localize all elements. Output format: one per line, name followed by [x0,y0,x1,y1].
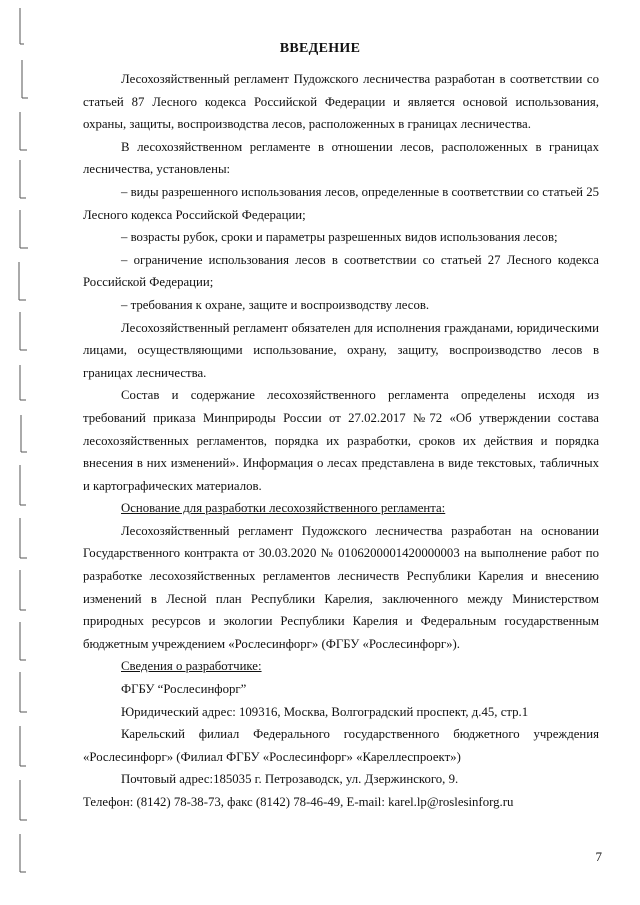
list-item-restrictions: – ограничение использования лесов в соответствии со статьей 27 Лесного кодекса Российской Федерации; [83,252,599,290]
paragraph-mandatory: Лесохозяйственный регламент обязателен для исполнения гражданами, юридическими лицами, осуществляющими использование, охрану, защиту, воспроизводство лесов в границах лесничества. [83,320,599,380]
basis-heading-text: Основание для разработки лесохозяйственного регламента: [121,501,446,516]
branch-name: Карельский филиал Федерального государственного бюджетного учреждения «Рослесинфорг» (Филиал ФГБУ «Рослесинфорг» «Кареллеспроект») [83,727,599,764]
page-number: 7 [595,849,602,864]
developer-heading-text: Сведения о разработчике: [121,659,262,674]
list-item-use-types: – виды разрешенного использования лесов, определенные в соответствии со статьей 25 Лесного кодекса Российской Федерации; [83,184,599,222]
developer-heading [83,655,599,678]
paragraph-established: В лесохозяйственном регламенте в отношении лесов, расположенных в границах лесничества, установлены: [83,139,599,177]
legal-address: Юридический адрес: 109316, Москва, Волгоградский проспект, д.45, стр.1 [121,704,529,719]
list-item-protection: – требования к охране, защите и воспроизводству лесов. [121,297,430,312]
paragraph-intro: Лесохозяйственный регламент Пудожского лесничества разработан в соответствии со статьей 87 Лесного кодекса Российской Федерации и является основой использования, охраны, защиты, воспроизводства лесов, расположенных в границах лесничества. [83,72,599,132]
paragraph-composition: Состав и содержание лесохозяйственного регламента определены исходя из требований приказа Минприроды России от 27.02.2017 №72 «Об утверждении состава лесохозяйственных регламентов, порядка их разработки, сроков их действия и порядка внесения в них изменений». Информация о лесах представлена в виде текстовых, табличных и картографических материалов. [83,388,599,493]
body-text [83,68,599,814]
section-heading: ВВЕДЕНИЕ [279,41,361,56]
list-item-felling-ages: – возрасты рубок, сроки и параметры разрешенных видов использования лесов; [121,230,558,245]
basis-heading [83,497,599,520]
paragraph-basis: Лесохозяйственный регламент Пудожского лесничества разработан на основании Государственного контракта от 30.03.2020 № 0106200001420000003 на выполнение работ по разработке лесохозяйственных регламентов лесничеств Республики Карелия и внесению изменений в Лесной план Республики Карелия, заключенного между Министерством природных ресурсов и экологии Республики Карелия и Федеральным государственным бюджетным учреждением «Рослесинфорг» (ФГБУ «Рослесинфорг»). [83,523,599,651]
postal-address: Почтовый адрес:185035 г. Петрозаводск, ул. Дзержинского, 9. [121,772,459,787]
binding-margin-marks [0,0,34,905]
developer-name: ФГБУ “Рослесинфорг” [121,682,247,697]
contacts: Телефон: (8142) 78-38-73, факс (8142) 78-46-49, E-mail: karel.lp@roslesinforg.ru [83,795,514,809]
